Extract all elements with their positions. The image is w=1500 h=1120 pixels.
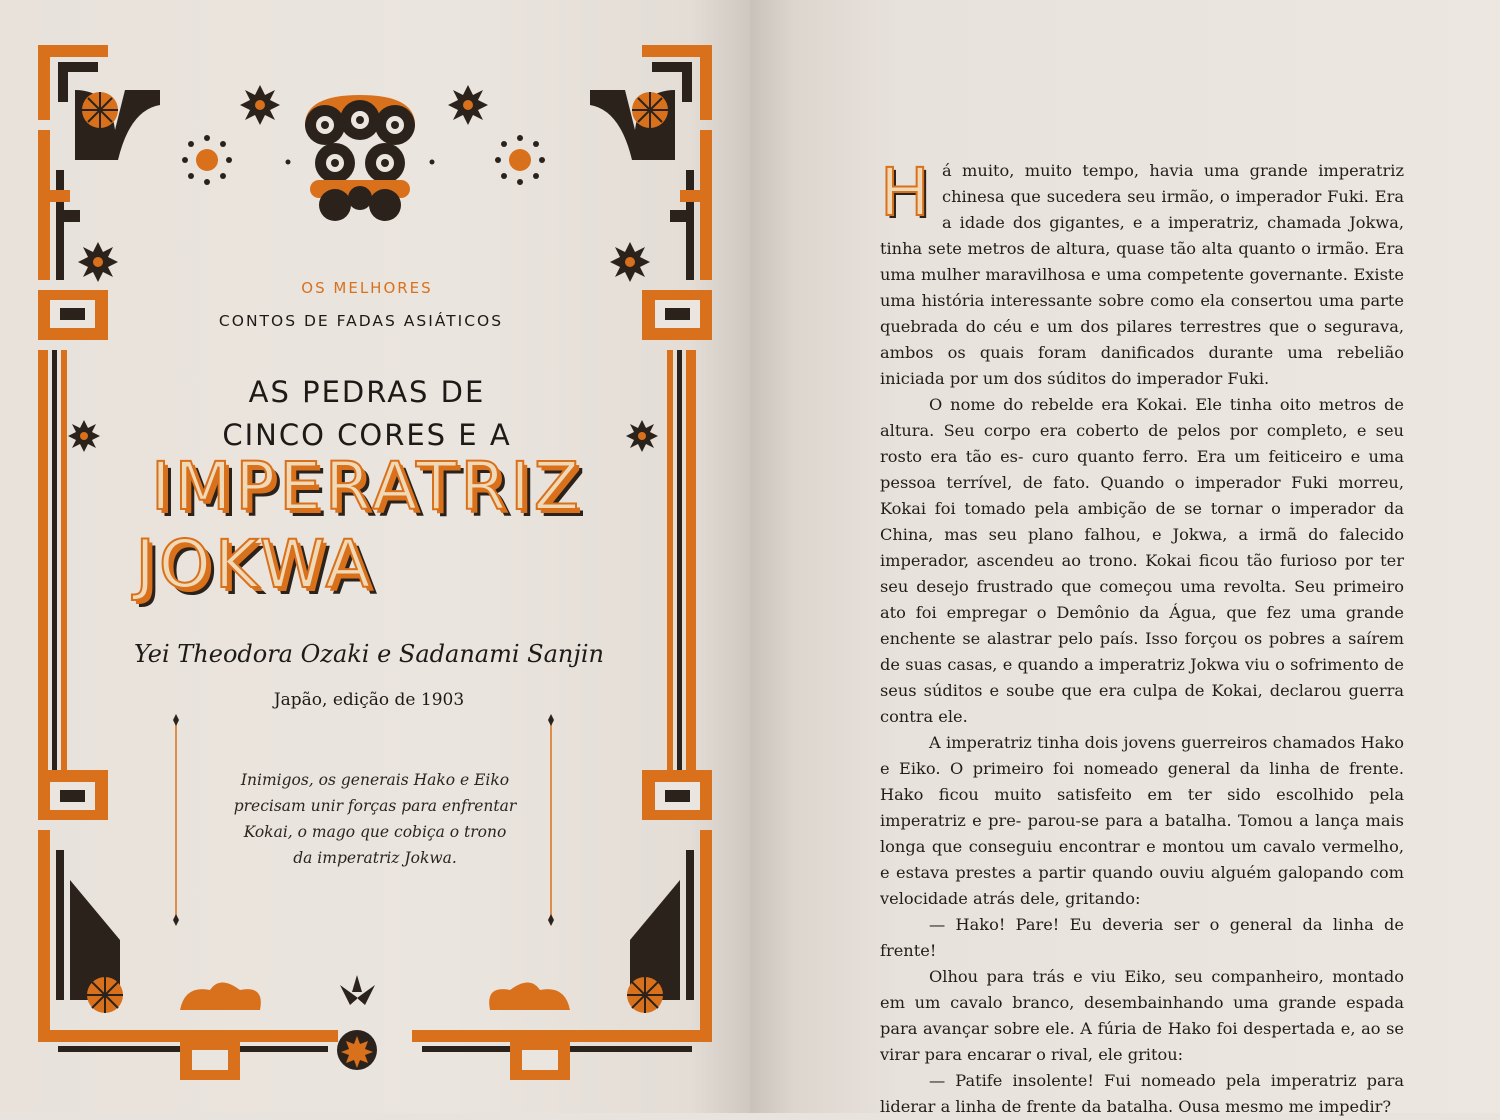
text-line: dos gigantes, e a imperatriz, chamada Jokwa, tinha sete (880, 213, 1404, 258)
text-line: em um cavalo branco, desembainhando uma grande espada para (880, 993, 1404, 1038)
blurb-line: da imperatriz Jokwa. (293, 849, 457, 867)
story-title-line1: AS PEDRAS DE (248, 375, 486, 409)
story-title-big-line1: IMPERATRIZ (151, 448, 583, 525)
text-line: quando ouviu alguém galopando com velocidade atrás dele, gritando: (880, 863, 1404, 908)
text-line: — Patife insolente! Fui nomeado pela imperatriz para liderar (880, 1071, 1404, 1116)
text-line: enchente se alastrar pelo país. Isso forçou os pobres a saírem de suas (880, 629, 1404, 674)
text-line: casas, e quando a imperatriz Jokwa viu o sofrimento de seus súditos (880, 655, 1404, 700)
text-line: que sucedera seu irmão, o imperador Fuki. Era a idade (942, 187, 1404, 232)
text-line: A imperatriz tinha dois jovens guerreiros chamados Hako (929, 733, 1404, 752)
drop-cap: H (880, 154, 930, 231)
text-line: a irmã do falecido imperador, ascendeu ao trono. Kokai ficou tão (880, 525, 1404, 570)
text-line: para encarar o rival, ele gritou: (924, 1045, 1184, 1064)
paragraph (880, 964, 1404, 1068)
story-title-line2: CINCO CORES E A (222, 418, 512, 452)
left-sun-ornament (182, 135, 232, 185)
text-line: curo quanto ferro. Era um feiticeiro e uma pessoa terrível, de fato. (880, 447, 1404, 492)
text-line: ficou muito satisfeito em ter sido escolhido pela imperatriz e pre- (880, 785, 1404, 830)
bottom-center-ornament (337, 975, 377, 1070)
text-line: e um dos pilares terrestres que o segurava, ambos os quais foram (880, 317, 1405, 362)
paragraph (880, 912, 1404, 964)
story-title-big-line2: JOKWA (135, 526, 375, 603)
text-line: á muito, muito tempo, havia uma grande imperatriz chinesa (942, 161, 1404, 206)
top-center-ornament (286, 95, 435, 221)
text-line: Quando o imperador Fuki morreu, Kokai foi tomado pela ambição (880, 473, 1404, 518)
right-sun-ornament (495, 135, 545, 185)
story-body-text (880, 154, 1405, 1120)
paragraph (880, 392, 1404, 730)
text-line: encontrar e montou um cavalo vermelho, e estava prestes a partir (880, 837, 1404, 882)
text-line: imperador Fuki. (1136, 369, 1270, 388)
text-line: Seu corpo era coberto de pelos por completo, e seu rosto era tão es- (880, 421, 1404, 466)
blurb (230, 767, 520, 871)
text-line: de se tornar o imperador da China, mas seu plano falhou, e Jokwa, (880, 499, 1404, 544)
series-title-line1: OS MELHORES (301, 279, 433, 297)
text-line: danificados durante uma rebelião iniciada por um dos súditos do (880, 343, 1404, 388)
left-page (0, 0, 750, 1113)
text-line: e soube que era culpa de Kokai, declarou guerra contra ele. (880, 681, 1404, 726)
text-line: O nome do rebelde era Kokai. Ele tinha oito metros de altura. (880, 395, 1404, 440)
blurb-line: precisam unir forças para enfrentar (233, 797, 517, 815)
paragraph (880, 730, 1404, 912)
text-line: furioso por ter seu desejo frustrado que começou uma revolta. Seu (880, 551, 1404, 596)
text-line: metros de altura, quase tão alta quanto o irmão. Era uma mulher (880, 239, 1404, 284)
series-title-line2: CONTOS DE FADAS ASIÁTICOS (218, 312, 504, 330)
text-line: primeiro ato foi empregar o Demônio da Água, que fez uma grande (880, 577, 1404, 622)
text-line: interessante sobre como ela consertou uma parte quebrada do céu (880, 291, 1404, 336)
text-line: e Eiko. O primeiro foi nomeado general da linha de frente. Hako (880, 759, 1404, 804)
blurb-line: Kokai, o mago que cobiça o trono (243, 823, 507, 841)
text-line: parou-se para a batalha. Tomou a lança mais longa que conseguiu (880, 811, 1404, 856)
paragraph (880, 154, 1405, 392)
authors: Yei Theodora Ozaki e Sadanami Sanjin (134, 640, 604, 668)
text-line: a linha de frente da batalha. Ousa mesmo me impedir? (940, 1097, 1392, 1116)
edition-note: Japão, edição de 1903 (273, 690, 465, 710)
text-line: — Hako! Pare! Eu deveria ser o general da linha de frente! (880, 915, 1404, 960)
blurb-line: Inimigos, os generais Hako e Eiko (240, 771, 510, 789)
text-line: avançar sobre ele. A fúria de Hako foi despertada e, ao se virar (880, 1019, 1404, 1064)
text-line: maravilhosa e uma competente governante. Existe uma história (880, 265, 1404, 310)
paragraph (880, 1068, 1404, 1120)
text-line: Olhou para trás e viu Eiko, seu companheiro, montado (929, 967, 1404, 986)
